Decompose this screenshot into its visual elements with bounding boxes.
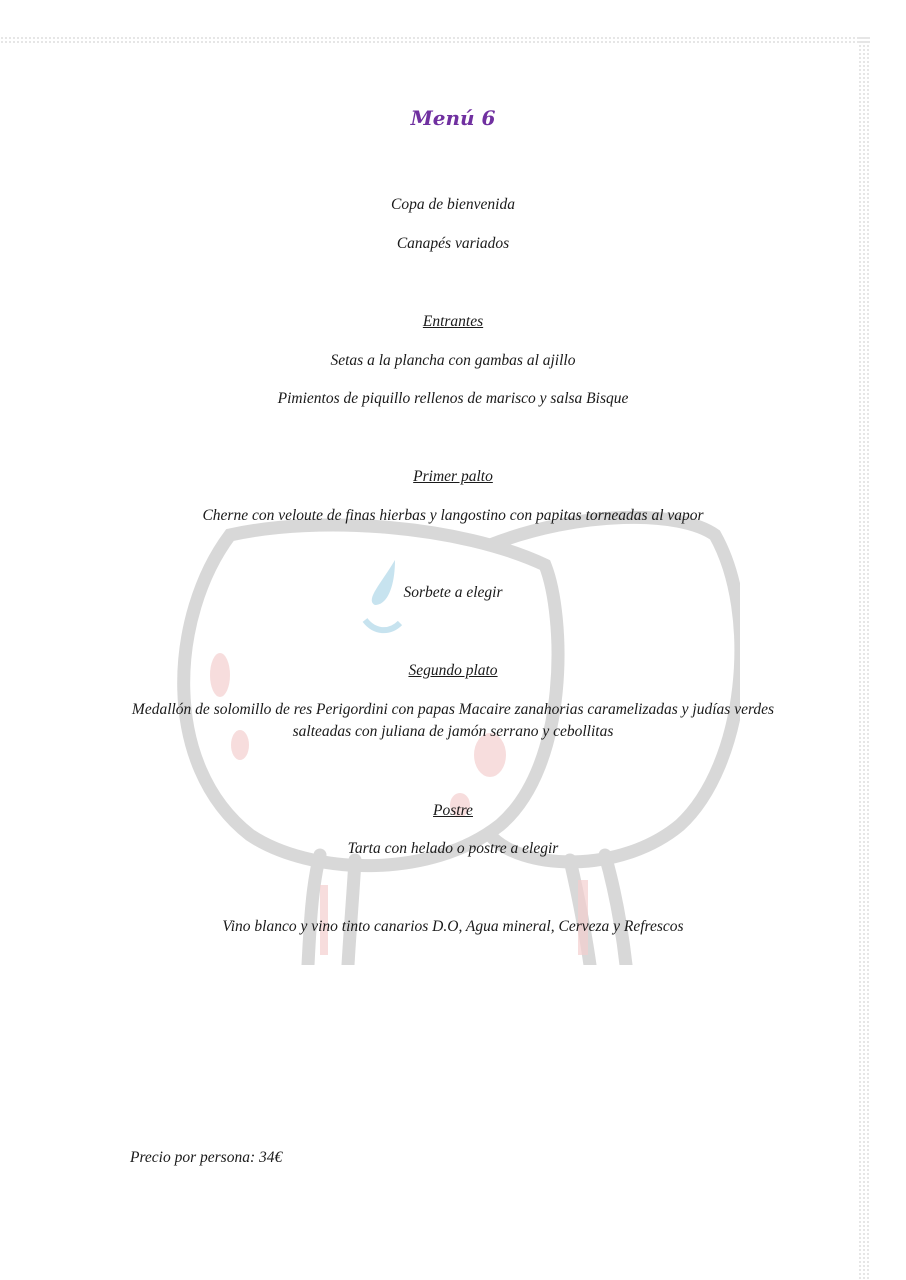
postre-heading: Postre bbox=[433, 802, 473, 819]
entrantes-item: Pimientos de piquillo rellenos de marisco y salsa Bisque bbox=[277, 390, 629, 407]
entrantes-heading: Entrantes bbox=[422, 313, 484, 330]
primer-plato-heading: Primer palto bbox=[413, 468, 493, 485]
segundo-plato-heading: Segundo plato bbox=[408, 662, 498, 679]
drinks-line: Vino blanco y vino tinto canarios D.O, Agua mineral, Cerveza y Refrescos bbox=[222, 918, 684, 935]
segundo-plato-item: Medallón de solomillo de res Perigordini con papas Macaire zanahorias caramelizadas y judías verdes salteadas con juliana de jamón serrano y cebollitas bbox=[131, 701, 775, 740]
primer-plato-item: Cherne con veloute de finas hierbas y langostino con papitas torneadas al vapor bbox=[202, 507, 704, 524]
menu-title: Menú 6 bbox=[410, 106, 496, 130]
price-per-person: Precio por persona: 34€ bbox=[130, 1149, 283, 1166]
entrantes-item: Setas a la plancha con gambas al ajillo bbox=[330, 352, 576, 369]
welcome-drink: Copa de bienvenida bbox=[391, 196, 515, 213]
postre-item: Tarta con helado o postre a elegir bbox=[347, 840, 559, 857]
welcome-canapes: Canapés variados bbox=[396, 235, 510, 252]
sorbete-item: Sorbete a elegir bbox=[403, 584, 503, 601]
